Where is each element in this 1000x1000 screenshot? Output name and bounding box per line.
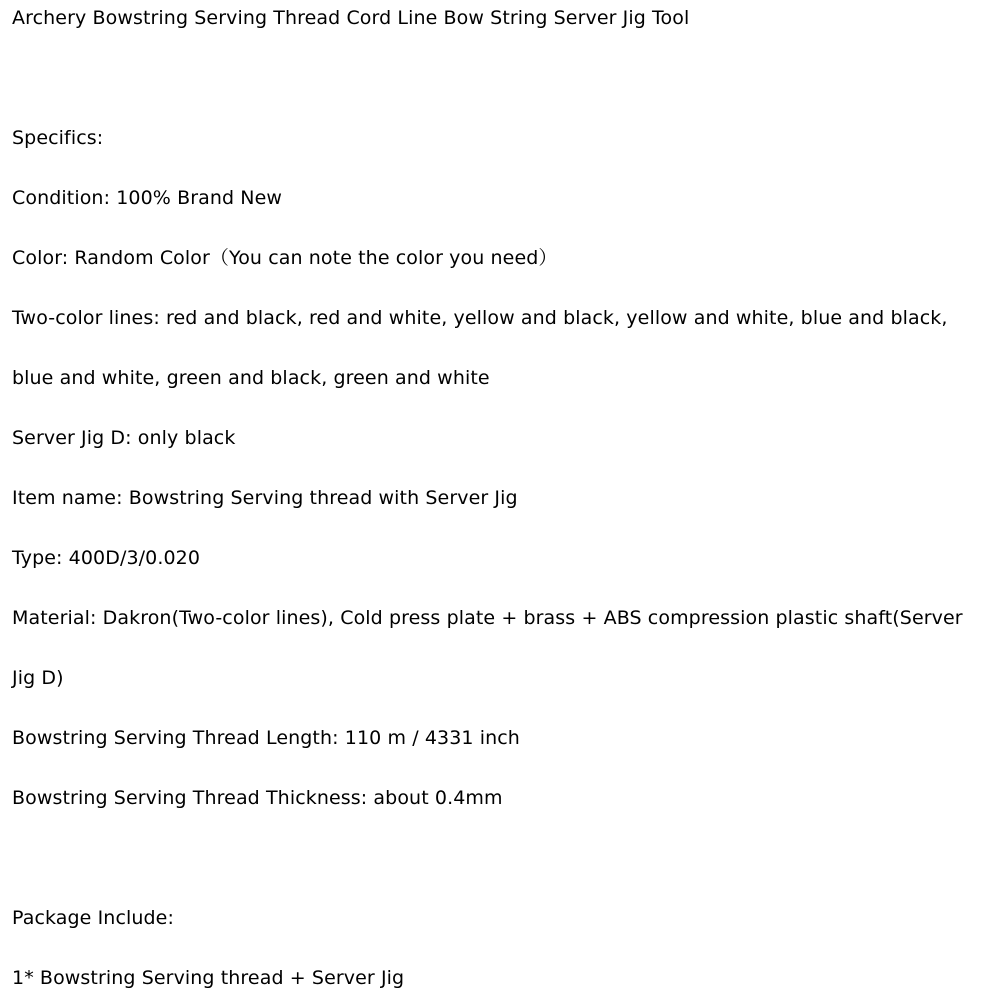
product-description [12, 0, 997, 1000]
type-text: Type: 400D/3/0.020 [12, 547, 201, 569]
product-title: Archery Bowstring Serving Thread Cord Line Bow String Server Jig Tool [12, 7, 690, 29]
material-text: Material: Dakron(Two-color lines), Cold press plate + brass + ABS compression plastic shaft(Server [12, 607, 963, 629]
color-text: Color: Random Color（You can note the color you need） [12, 247, 558, 269]
condition-text: Condition: 100% Brand New [12, 187, 283, 209]
package-heading: Package Include: [12, 907, 174, 929]
server-jig-text: Server Jig D: only black [12, 427, 236, 449]
thread-length-text: Bowstring Serving Thread Length: 110 m / 4331 inch [12, 727, 520, 749]
two-color-lines-text: Two-color lines: red and black, red and white, yellow and black, yellow and white, blue and black, [12, 307, 948, 329]
thread-thickness-text: Bowstring Serving Thread Thickness: about 0.4mm [12, 787, 503, 809]
item-name-text: Item name: Bowstring Serving thread with Server Jig [12, 487, 518, 509]
material-text-continued: Jig D) [12, 667, 64, 689]
package-item-text: 1* Bowstring Serving thread + Server Jig [12, 967, 405, 989]
two-color-lines-text-continued: blue and white, green and black, green and white [12, 367, 490, 389]
specifics-heading: Specifics: [12, 127, 104, 149]
